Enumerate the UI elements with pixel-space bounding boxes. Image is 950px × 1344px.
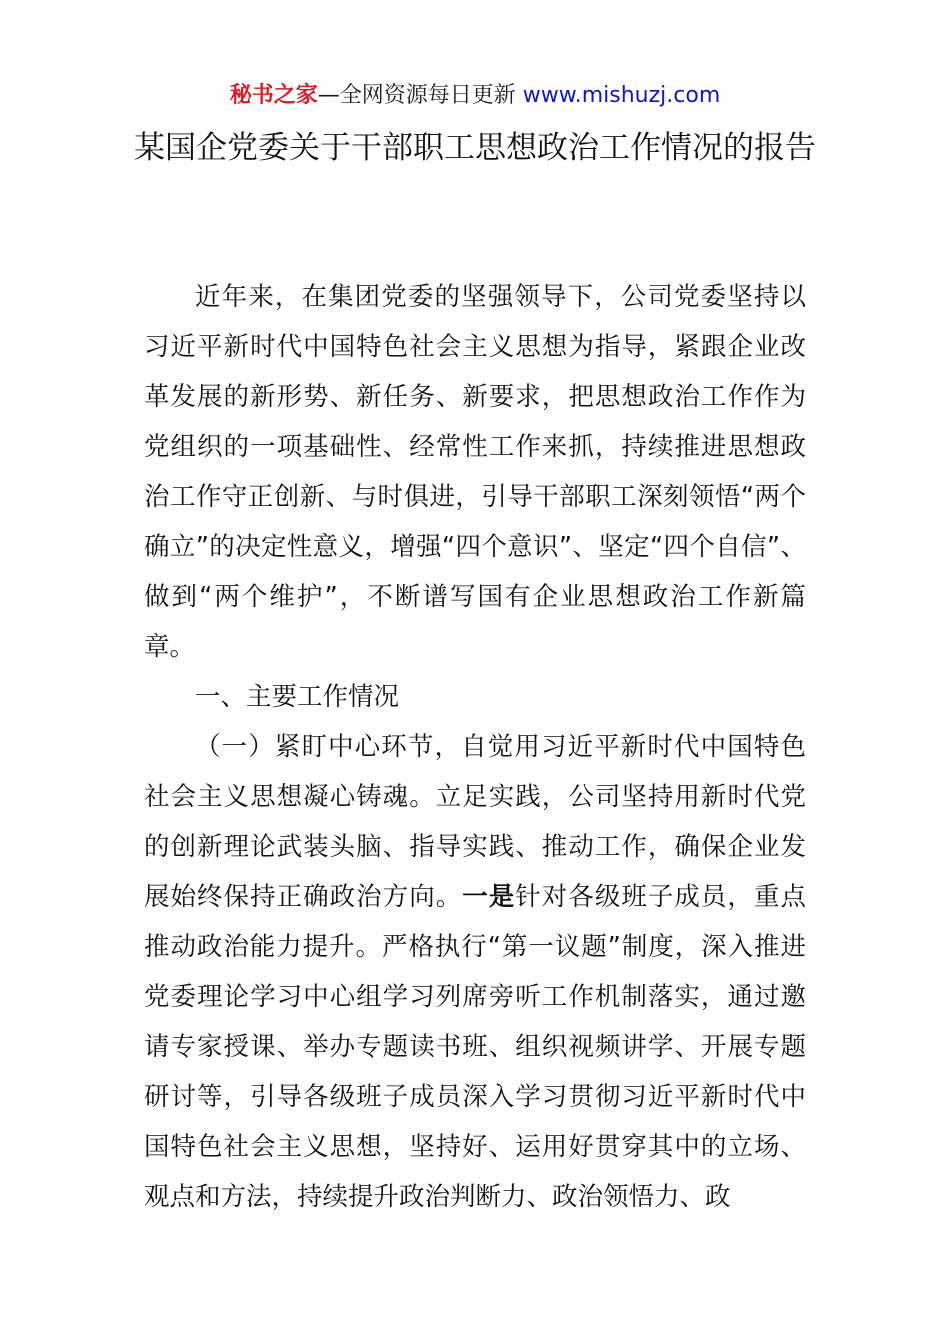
subsection-lead: 一是 (462, 882, 516, 912)
document-body (144, 272, 806, 1222)
site-brand: 秘书之家 (229, 83, 318, 108)
document-title: 某国企党委关于干部职工思想政治工作情况的报告 (134, 130, 816, 166)
subsection-text-b: 针对各级班子成员，重点推动政治能力提升。严格执行“第一议题”制度，深入推进党委理论学习中心组学习列席旁听工作机制落实，通过邀请专家授课、举办专题读书班、组织视频讲学、开展专题研讨等，引导各级班子成员深入学习贯彻习近平新时代中国特色社会主义思想，坚持好、运用好贯穿其中的立场、观点和方法，持续提升政治判断力、政治领悟力、政 (144, 882, 806, 1212)
subsection-text-a: （一）紧盯中心环节，自觉用习近平新时代中国特色社会主义思想凝心铸魂。立足实践，公司坚持用新时代党的创新理论武装头脑、指导实践、推动工作，确保企业发展始终保持正确政治方向。 (144, 732, 806, 912)
intro-paragraph: 近年来，在集团党委的坚强领导下，公司党委坚持以习近平新时代中国特色社会主义思想为指导，紧跟企业改革发展的新形势、新任务、新要求，把思想政治工作作为党组织的一项基础性、经常性工作来抓，持续推进思想政治工作守正创新、与时俱进，引导干部职工深刻领悟“两个确立”的决定性意义，增强“四个意识”、坚定“四个自信”、做到“两个维护”，不断谱写国有企业思想政治工作新篇章。 (144, 282, 806, 662)
section-heading: 一、主要工作情况 (195, 682, 400, 712)
site-url: www.mishuzj.com (522, 83, 721, 108)
site-header (0, 80, 950, 112)
subsection-paragraph (144, 722, 806, 1222)
site-slogan: —全网资源每日更新 (317, 83, 523, 108)
